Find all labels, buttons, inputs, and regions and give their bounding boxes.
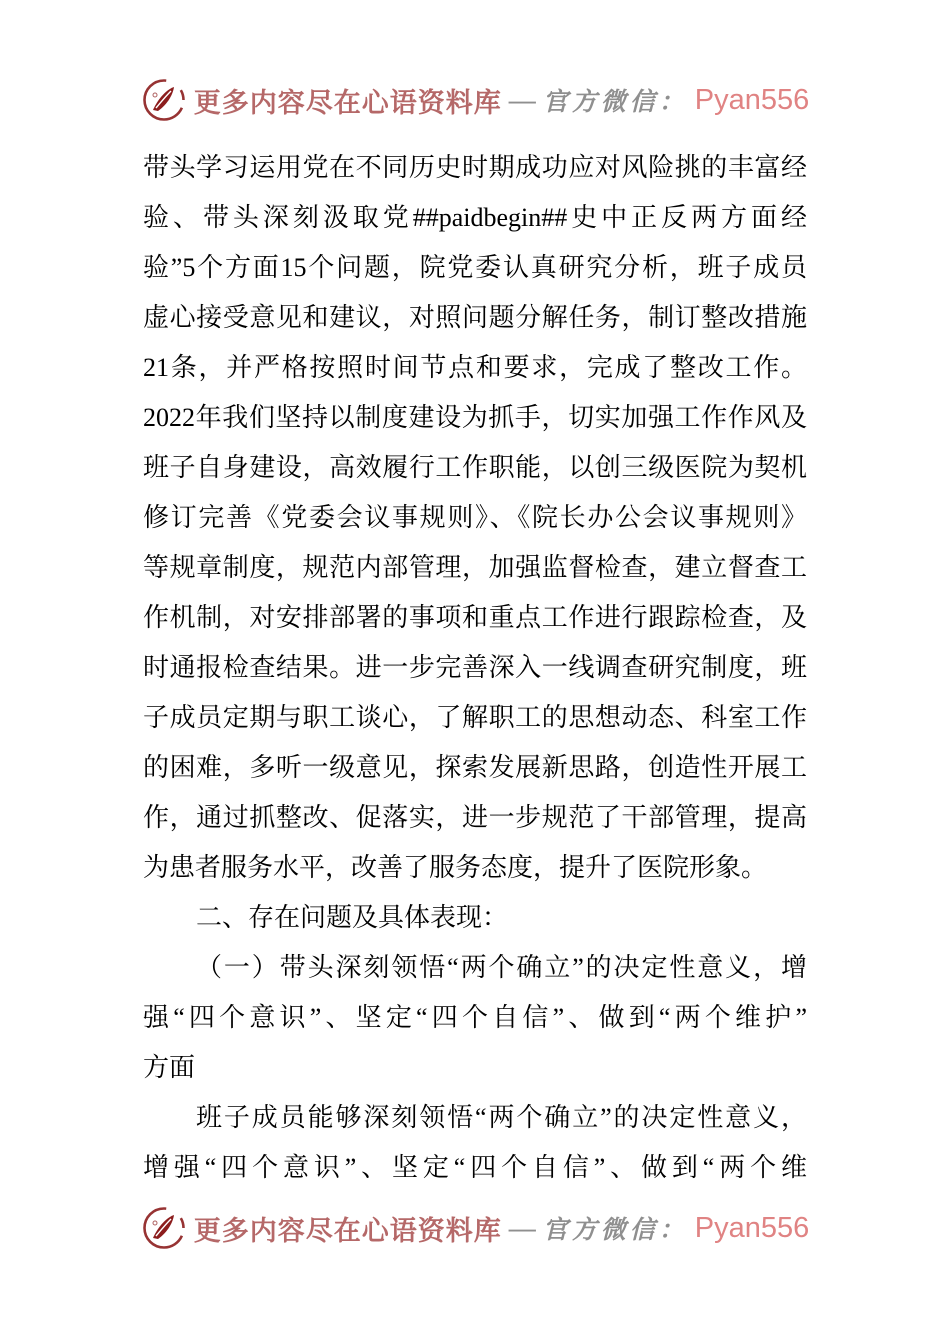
text-line: 2022年我们坚持以制度建设为抓手，切实加强工作作风及 [143,403,807,432]
watermark-channel-label: 官方微信： [542,89,688,116]
document-body [143,143,807,1193]
header-watermark [0,74,950,126]
text-line: 二、存在问题及具体表现： [196,903,509,932]
watermark-wechat-id: Pyan556 [694,83,810,116]
text-line: 时通报检查结果。进一步完善深入一线调查研究制度，班 [143,653,807,682]
text-line: 验、带头深刻汲取党##paidbegin##史中正反两方面经 [143,203,807,232]
pen-circle-logo-icon [141,1205,187,1251]
watermark-separator: — [508,84,536,115]
text-line: 的困难，多听一级意见，探索发展新思路，创造性开展工 [143,753,807,782]
text-line: 修订完善《党委会议事规则》、《院长办公会议事规则》 [143,503,807,532]
footer-watermark [0,1202,950,1254]
text-line: 作，通过抓整改、促落实，进一步规范了干部管理，提高 [143,803,807,832]
pen-circle-logo-icon [141,77,187,123]
text-line: 班子自身建设，高效履行工作职能，以创三级医院为契机 [143,453,807,482]
text-line: 虚心接受意见和建议，对照问题分解任务，制订整改措施 [143,303,807,332]
text-line: 强“四个意识”、坚定“四个自信”、做到“两个维护” [143,1003,807,1032]
watermark-wechat-id: Pyan556 [694,1211,810,1244]
text-line: 21条，并严格按照时间节点和要求，完成了整改工作。 [143,353,807,382]
text-line: 带头学习运用党在不同历史时期成功应对风险挑的丰富经 [143,153,807,182]
text-line: 方面 [143,1053,196,1082]
watermark-brand-text: 更多内容尽在心语资料库 [193,87,502,118]
watermark-brand-text: 更多内容尽在心语资料库 [193,1215,502,1246]
text-line: 等规章制度，规范内部管理，加强监督检查，建立督查工 [143,553,807,582]
text-line: 班子成员能够深刻领悟“两个确立”的决定性意义， [196,1103,807,1132]
watermark-separator: — [508,1212,536,1243]
text-line: 增强“四个意识”、坚定“四个自信”、做到“两个维 [143,1153,807,1182]
text-line: 验”5个方面15个问题，院党委认真研究分析，班子成员 [143,253,807,282]
text-line: 作机制，对安排部署的事项和重点工作进行跟踪检查，及 [143,603,807,632]
text-line: （一）带头深刻领悟“两个确立”的决定性意义，增 [196,953,807,982]
watermark-channel-label: 官方微信： [542,1217,688,1244]
text-line: 子成员定期与职工谈心，了解职工的思想动态、科室工作 [143,703,807,732]
text-line: 为患者服务水平，改善了服务态度，提升了医院形象。 [143,853,768,882]
